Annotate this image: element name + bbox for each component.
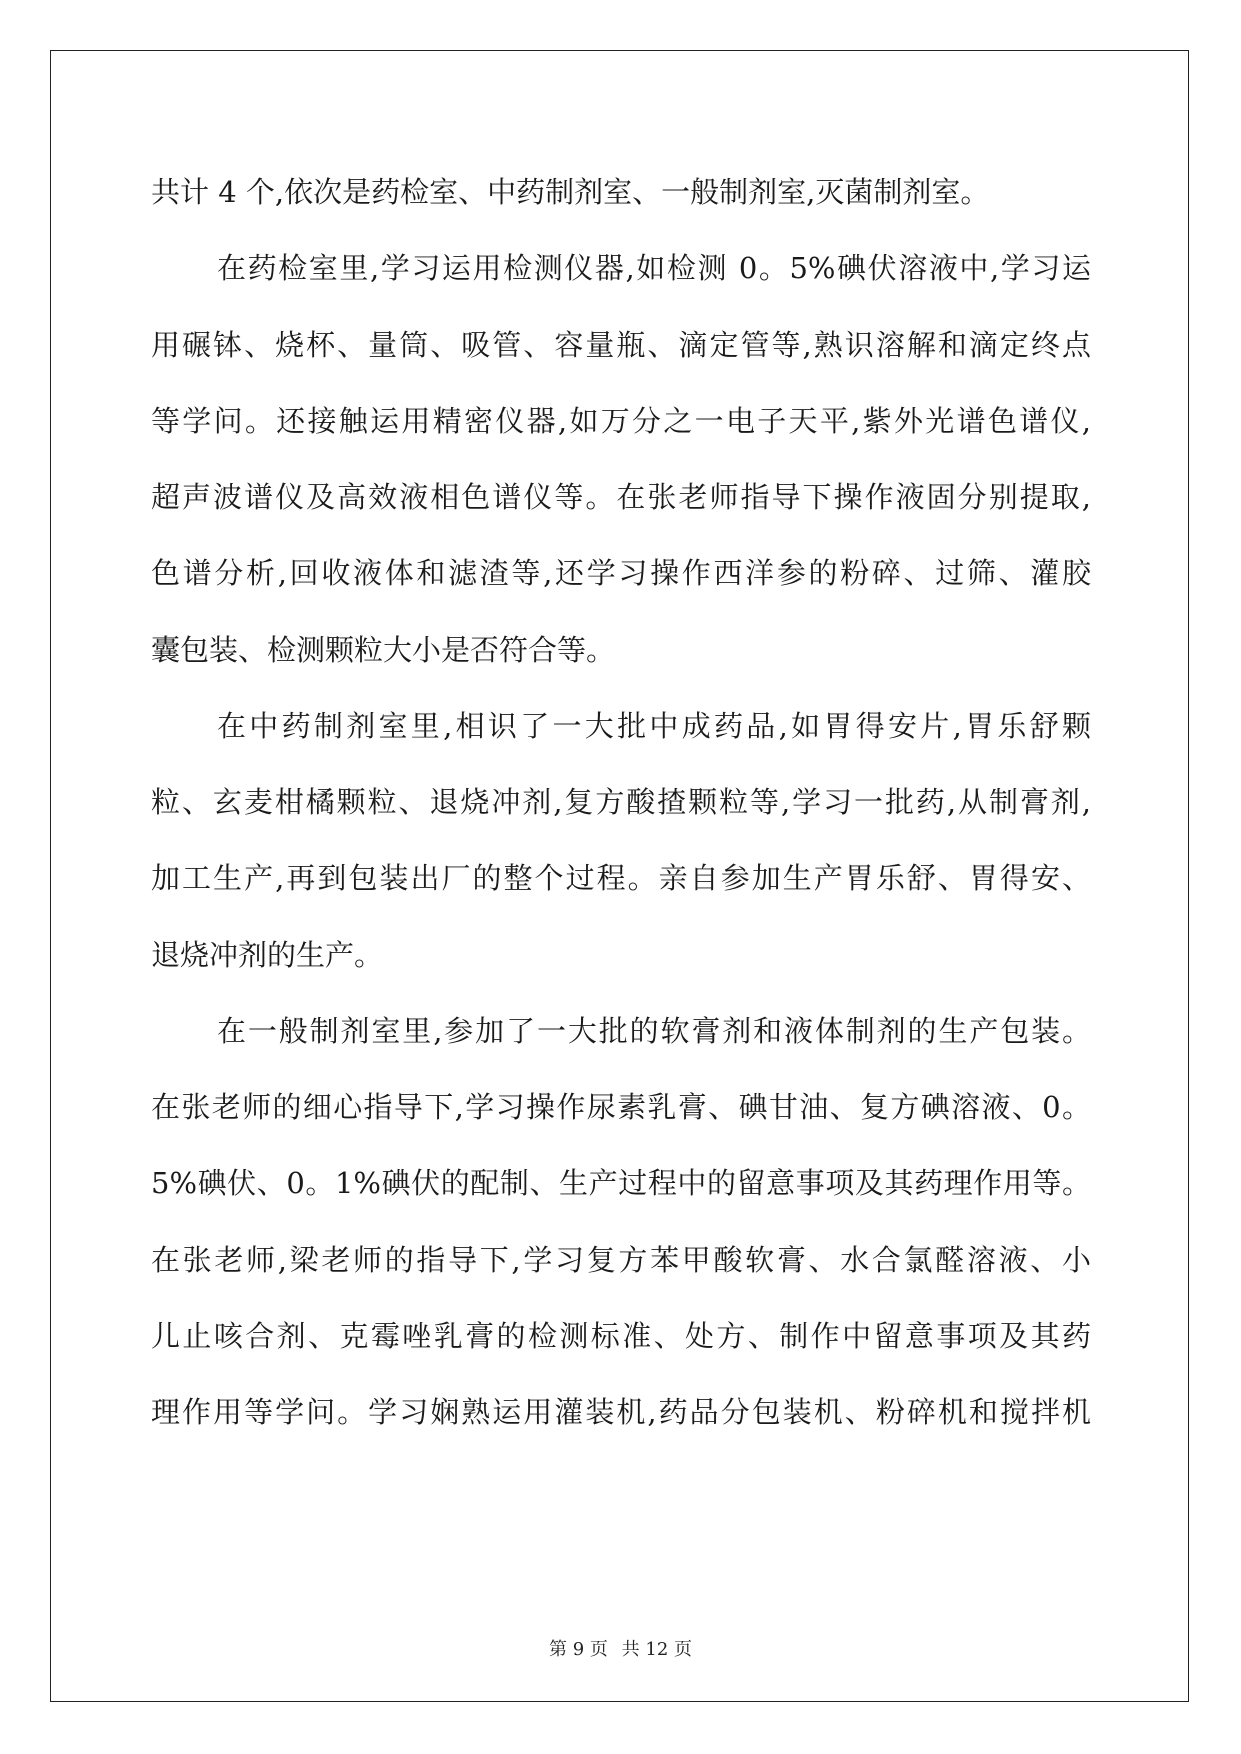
page-footer [0, 1638, 1241, 1662]
page-total: 共 12 页 [621, 1639, 692, 1660]
text-line: 粒、玄麦柑橘颗粒、退烧冲剂,复方酸揸颗粒等,学习一批药,从制膏剂, [151, 785, 1091, 819]
text-line: 共计 4 个,依次是药检室、中药制剂室、一般制剂室,灭菌制剂室。 [151, 175, 990, 209]
text-line: 囊包装、检测颗粒大小是否符合等。 [151, 633, 616, 667]
text-line: 超声波谱仪及高效液相色谱仪等。在张老师指导下操作液固分别提取, [151, 480, 1091, 514]
text-line: 儿止咳合剂、克霉唑乳膏的检测标准、处方、制作中留意事项及其药 [151, 1319, 1091, 1353]
text-line: 在张老师的细心指导下,学习操作尿素乳膏、碘甘油、复方碘溶液、0。 [151, 1090, 1091, 1124]
text-line: 理作用等学问。学习娴熟运用灌装机,药品分包装机、粉碎机和搅拌机 [151, 1395, 1091, 1429]
text-line: 加工生产,再到包装出厂的整个过程。亲自参加生产胃乐舒、胃得安、 [151, 861, 1091, 895]
page-number: 第 9 页 [549, 1639, 608, 1660]
text-line: 用碾钵、烧杯、量筒、吸管、容量瓶、滴定管等,熟识溶解和滴定终点 [151, 328, 1091, 362]
text-line: 在中药制剂室里,相识了一大批中成药品,如胃得安片,胃乐舒颗 [217, 709, 1091, 743]
text-line: 退烧冲剂的生产。 [151, 938, 384, 972]
text-line: 5%碘伏、0。1%碘伏的配制、生产过程中的留意事项及其药理作用等。 [151, 1166, 1091, 1200]
text-line: 等学问。还接触运用精密仪器,如万分之一电子天平,紫外光谱色谱仪, [151, 404, 1091, 438]
text-line: 色谱分析,回收液体和滤渣等,还学习操作西洋参的粉碎、过筛、灌胶 [151, 556, 1091, 590]
text-line: 在药检室里,学习运用检测仪器,如检测 0。5%碘伏溶液中,学习运 [217, 251, 1091, 285]
text-line: 在张老师,梁老师的指导下,学习复方苯甲酸软膏、水合氯醛溶液、小 [151, 1243, 1091, 1277]
text-line: 在一般制剂室里,参加了一大批的软膏剂和液体制剂的生产包装。 [217, 1014, 1091, 1048]
